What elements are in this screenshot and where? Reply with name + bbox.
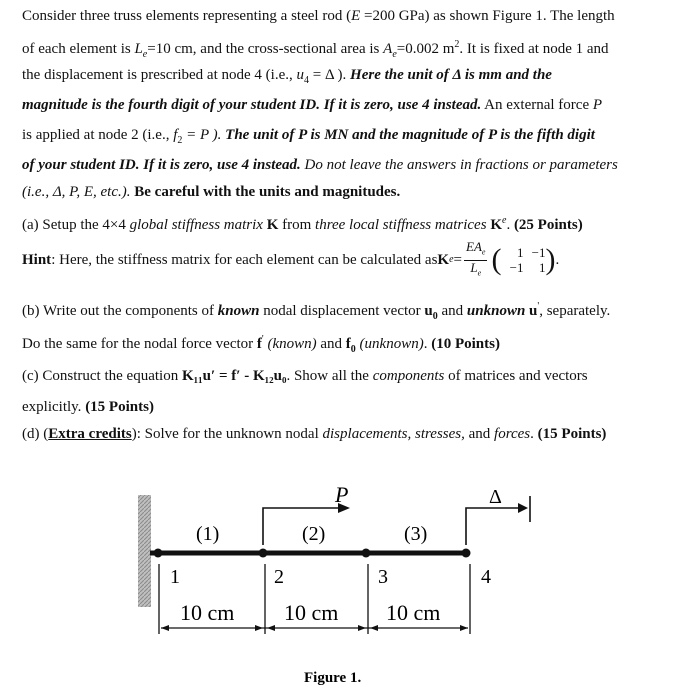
force-label: P <box>335 482 349 507</box>
part-a: (a) Setup the 4×4 global stiffness matrix K from three local stiffness matrices $K^e$. (25 Points) <box>22 215 583 233</box>
part-b-line-2: Do the same for the nodal force vector f' (known) and $f_0$ (unknown). (10 Points) <box>22 334 500 355</box>
hint-line: Hint : Here, the stiffness matrix for each element can be calculated as K e = $\frac{EA_e}{L_e}$ ( 1 −1 −1 1 ) . <box>22 240 559 280</box>
node-label-2: 2 <box>274 566 284 588</box>
element-label-3: (3) <box>404 523 428 545</box>
dim-arrow-1-left <box>161 625 169 631</box>
node-label-3: 3 <box>378 566 388 588</box>
node-label-4: 4 <box>481 566 491 588</box>
node-3-marker <box>362 549 371 558</box>
element-label-2: (2) <box>302 523 326 545</box>
problem-line-7: (i.e., Δ, P, E, etc.). Be careful with the units and magnitudes. <box>22 184 401 200</box>
fixed-wall <box>138 495 151 607</box>
hint-matrix: ( 1 −1 −1 1 ) <box>491 243 556 276</box>
problem-line-5: is applied at node 2 (i.e., $f_2 = P$ ). The unit of P is MN and the magnitude of P is the fifth digit <box>22 127 595 146</box>
problem-line-6: of your student ID. If it is zero, use 4 instead. Do not leave the answers in fractions or parameters <box>22 157 618 173</box>
element-label-1: (1) <box>196 523 220 545</box>
figure-caption: Figure 1. <box>304 670 362 686</box>
dim-arrow-3-right <box>460 625 468 631</box>
force-bracket <box>263 508 290 545</box>
node-1-marker <box>154 549 163 558</box>
length-label-1: 10 cm <box>180 600 235 625</box>
part-b-line-1: (b) Write out the components of known nodal displacement vector $u_0$ and unknown u', separately. <box>22 301 611 322</box>
displacement-label: Δ <box>489 486 502 508</box>
displacement-arrowhead <box>518 503 528 513</box>
node-label-1: 1 <box>170 566 180 588</box>
part-c-line-2: explicitly. (15 Points) <box>22 399 154 415</box>
node-4-marker <box>462 549 471 558</box>
node-2-marker <box>259 549 268 558</box>
dim-arrow-3-left <box>370 625 378 631</box>
length-label-3: 10 cm <box>386 600 441 625</box>
problem-line-3: the displacement is prescribed at node 4 (i.e., $u_4 = \Delta$ ). Here the unit of Δ is mm and the <box>22 67 552 86</box>
problem-line-1: Consider three truss elements representing a steel rod (E =200 GPa) as shown Figure 1. The length <box>22 8 615 24</box>
problem-line-2: of each element is $L_e=10$ cm, and the cross-sectional area is $A_e=0.002$ $m^2$. It is fixed at node 1 and <box>22 39 609 60</box>
dim-arrow-2-right <box>358 625 366 631</box>
part-c-line-1: (c) Construct the equation K₁₁u′ = f′ - K₁₂u₀. Show all the components of matrices and vectors <box>22 368 588 384</box>
displacement-bracket <box>466 508 492 545</box>
problem-line-4: magnitude is the fourth digit of your student ID. If it is zero, use 4 instead. An external force P <box>22 97 603 113</box>
hint-fraction: $\frac{EA_e}{L_e}$ <box>466 238 486 278</box>
part-d: (d) (Extra credits): Solve for the unknown nodal displacements, stresses, and forces. (15 Points) <box>22 426 607 442</box>
length-label-2: 10 cm <box>284 600 339 625</box>
dim-arrow-1-right <box>255 625 263 631</box>
dim-arrow-2-left <box>267 625 275 631</box>
